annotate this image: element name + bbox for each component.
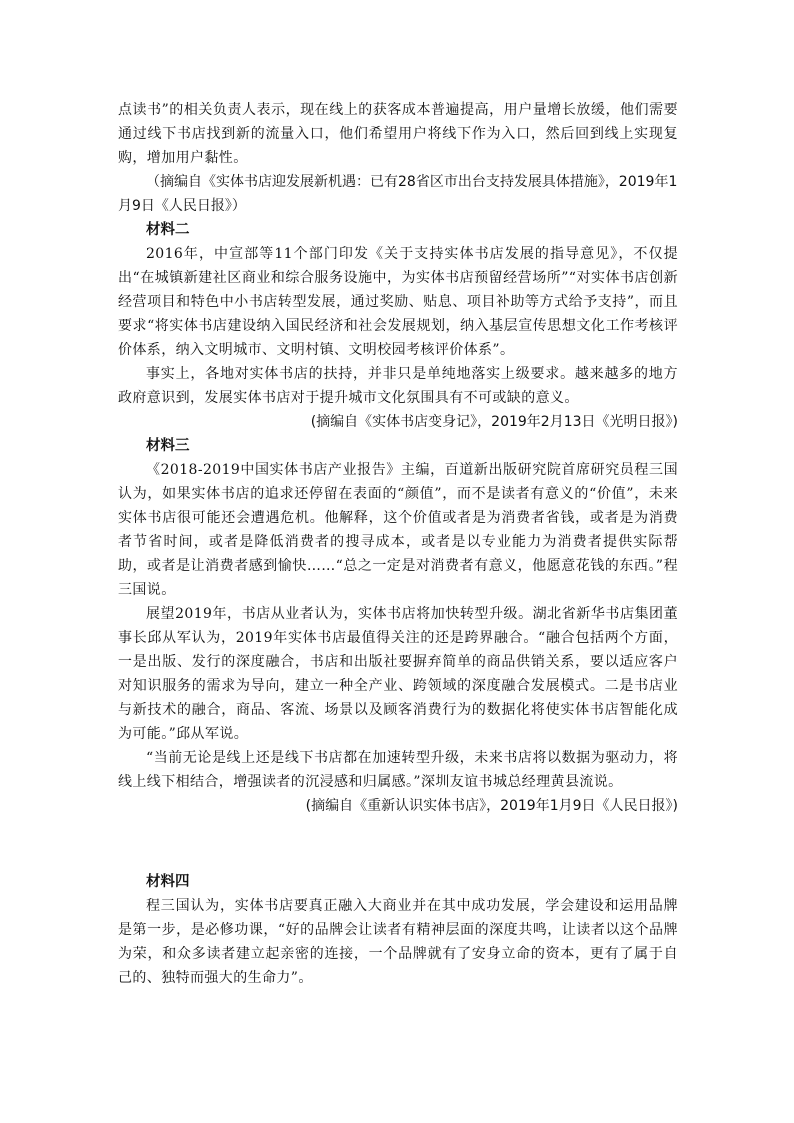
continuation-paragraph: 点读书”的相关负责人表示，现在线上的获客成本普遍提高，用户量增长放缓，他们需要通过线下书店找到新的流量入口，他们希望用户将线下作为入口，然后回到线上实现复购，增加用户黏性。	[118, 102, 678, 166]
section-spacer	[118, 818, 678, 870]
source-citation-2: (摘编自《实体书店变身记》，2019年2月13日《光明日报》)	[310, 414, 678, 430]
material-2-heading: 材料二	[146, 222, 190, 238]
material-4-heading: 材料四	[146, 874, 190, 890]
material-3-paragraph: 《2018-2019中国实体书店产业报告》主编，百道新出版研究院首席研究员程三国认为，如果实体书店的追求还停留在表面的“颜值”，而不是读者有意义的“价值”，未来实体书店很可能还会遭遇危机。他解释，这个价值或者是为消费者省钱，或者是为消费者节省时间，或者是降低消费者的搜寻成本，或者是以专业能力为消费者提供实际帮助，或者是让消费者感到愉快……“总之一定是对消费者有意义，他愿意花钱的东西。”程三国说。	[118, 462, 678, 598]
material-2-paragraph: 事实上，各地对实体书店的扶持，并非只是单纯地落实上级要求。越来越多的地方政府意识到，发展实体书店对于提升城市文化氛围具有不可或缺的意义。	[118, 366, 678, 406]
material-3-paragraph: “当前无论是线上还是线下书店都在加速转型升级，未来书店将以数据为驱动力，将线上线下相结合，增强读者的沉浸感和归属感。”深圳友谊书城总经理黄县流说。	[118, 750, 678, 790]
source-citation-1: （摘编自《实体书店迎发展新机遇：已有28省区市出台支持发展具体措施》，2019年1月9日《人民日报》）	[118, 174, 678, 214]
material-4-paragraph: 程三国认为，实体书店要真正融入大商业并在其中成功发展，学会建设和运用品牌是第一步，是必修功课，“好的品牌会让读者有精神层面的深度共鸣，让读者以这个品牌为荣，和众多读者建立起亲密的连接，一个品牌就有了安身立命的资本，更有了属于自己的、独特而强大的生命力”。	[118, 898, 678, 986]
material-3-paragraph: 展望2019年，书店从业者认为，实体书店将加快转型升级。湖北省新华书店集团董事长邱从军认为，2019年实体书店最值得关注的还是跨界融合。“融合包括两个方面，一是出版、发行的深度融合，书店和出版社要摒弃简单的商品供销关系，要以适应客户对知识服务的需求为导向，建立一种全产业、跨领域的深度融合发展模式。二是书店业与新技术的融合，商品、客流、场景以及顾客消费行为的数据化将使实体书店智能化成为可能。”邱从军说。	[118, 606, 678, 742]
source-citation-3: (摘编自《重新认识实体书店》，2019年1月9日《人民日报》)	[305, 798, 678, 814]
material-2-paragraph: 2016年，中宣部等11个部门印发《关于支持实体书店发展的指导意见》，不仅提出“在城镇新建社区商业和综合服务设施中，为实体书店预留经营场所”“对实体书店创新经营项目和特色中小书店转型发展，通过奖励、贴息、项目补助等方式给予支持”，而且要求“将实体书店建设纳入国民经济和社会发展规划，纳入基层宣传思想文化工作考核评价体系，纳入文明城市、文明村镇、文明校园考核评价体系”。	[118, 246, 678, 358]
material-3-heading: 材料三	[146, 438, 190, 454]
document-body	[118, 98, 678, 990]
